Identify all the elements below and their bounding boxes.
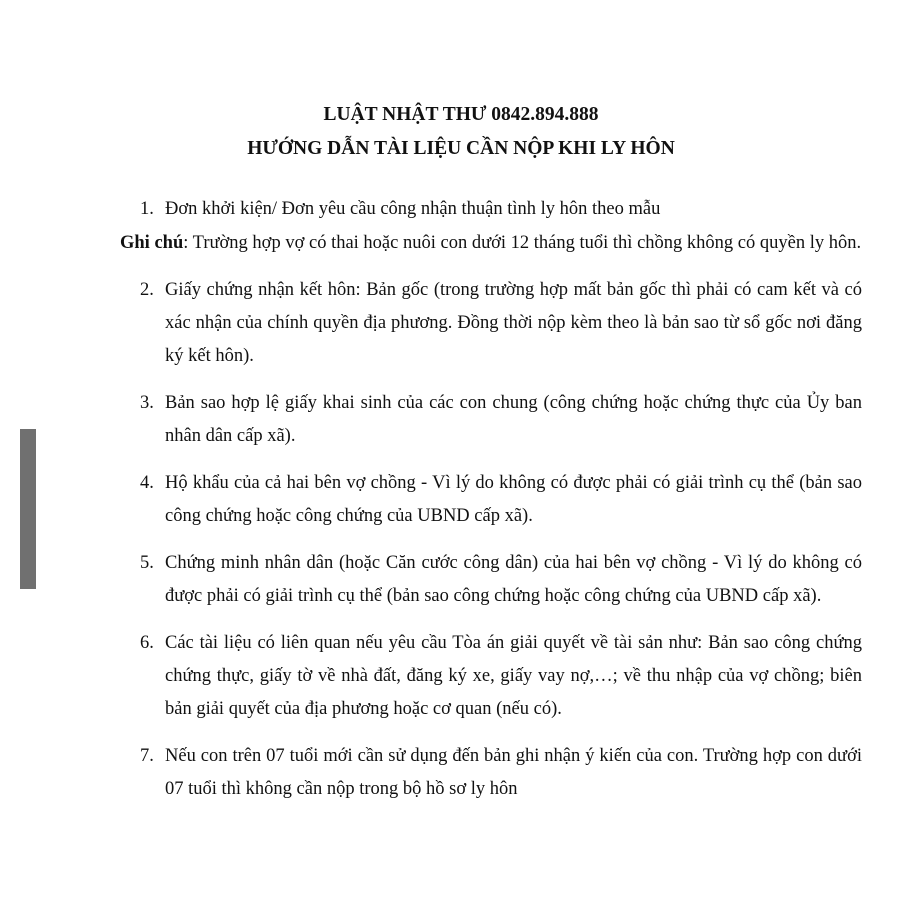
document-subtitle: HƯỚNG DẪN TÀI LIỆU CẦN NỘP KHI LY HÔN [247,138,675,159]
item-number: 5. [140,553,154,573]
document-body [120,193,862,820]
document-title: LUẬT NHẬT THƯ 0842.894.888 [323,104,599,125]
list-item [120,467,862,533]
item-number: 4. [140,473,154,493]
item-text: Các tài liệu có liên quan nếu yêu cầu Tòa án giải quyết về tài sản như: Bản sao công chứng chứng thực, giấy tờ về nhà đất, đăng ký xe, giấy vay nợ,…; về thu nhập của vợ chồng; biên bản giải quyết của địa phương hoặc cơ quan (nếu có). [165,633,862,719]
list-item [120,274,862,373]
note-label: Ghi chú [120,233,184,253]
list-item [120,193,862,226]
list-item [120,547,862,613]
note [120,227,862,260]
item-text: Hộ khẩu của cả hai bên vợ chồng - Vì lý do không có được phải có giải trình cụ thể (bản sao công chứng hoặc công chứng của UBND cấp xã). [165,473,862,526]
scrollbar-thumb[interactable] [20,429,36,589]
item-text: Chứng minh nhân dân (hoặc Căn cước công dân) của hai bên vợ chồng - Vì lý do không có được phải có giải trình cụ thể (bản sao công chứng hoặc công chứng của UBND cấp xã). [165,553,862,606]
note-text: : Trường hợp vợ có thai hoặc nuôi con dưới 12 tháng tuổi thì chồng không có quyền ly hôn. [183,233,862,253]
item-number: 6. [140,633,154,653]
item-number: 1. [140,199,154,219]
item-text: Bản sao hợp lệ giấy khai sinh của các con chung (công chứng hoặc chứng thực của Ủy ban nhân dân cấp xã). [165,393,862,446]
item-number: 2. [140,280,154,300]
item-text: Đơn khởi kiện/ Đơn yêu cầu công nhận thuận tình ly hôn theo mẫu [165,199,661,219]
list-item [120,740,862,806]
item-number: 7. [140,746,154,766]
list-item [120,627,862,726]
item-number: 3. [140,393,154,413]
list-item [120,387,862,453]
item-text: Nếu con trên 07 tuổi mới cần sử dụng đến bản ghi nhận ý kiến của con. Trường hợp con dưới 07 tuổi thì không cần nộp trong bộ hồ sơ ly hôn [165,746,862,799]
item-text: Giấy chứng nhận kết hôn: Bản gốc (trong trường hợp mất bản gốc thì phải có cam kết và có xác nhận của chính quyền địa phương. Đồng thời nộp kèm theo là bản sao từ sổ gốc nơi đăng ký kết hôn). [165,280,862,366]
